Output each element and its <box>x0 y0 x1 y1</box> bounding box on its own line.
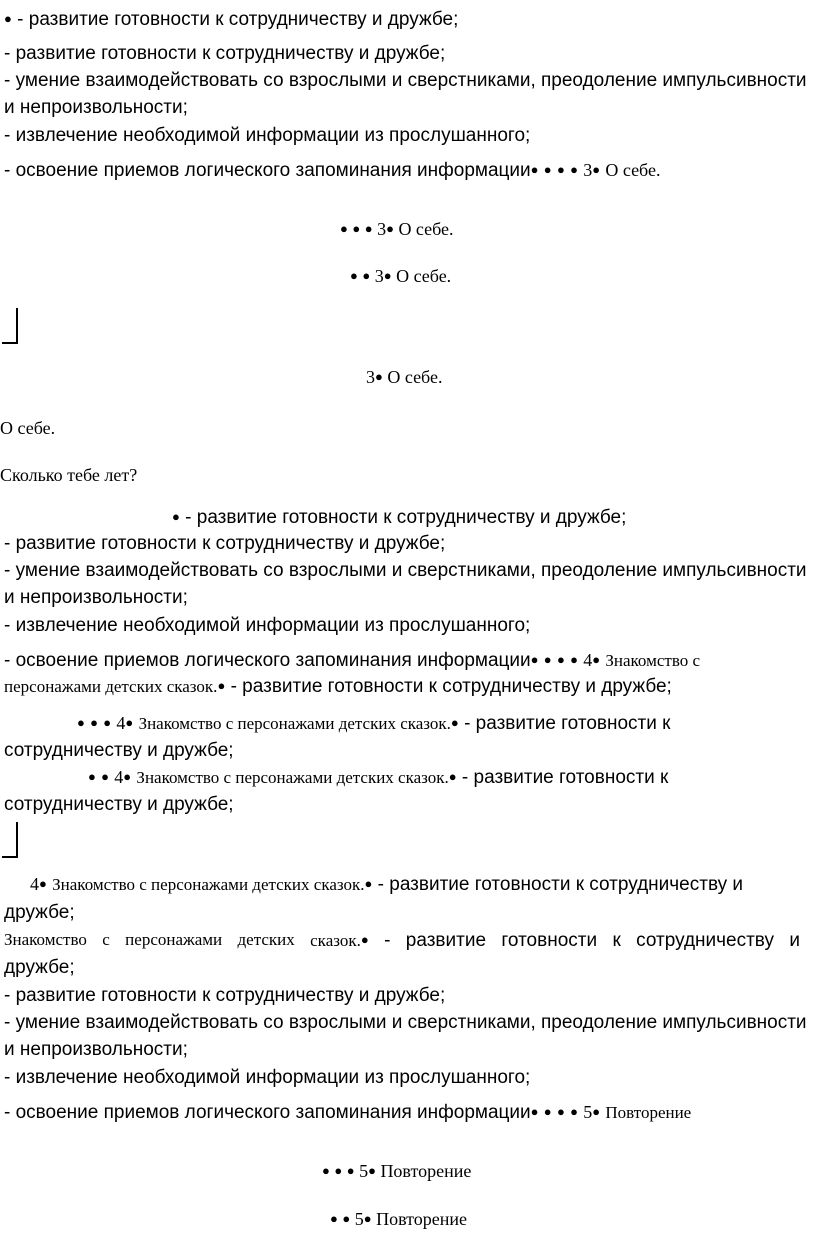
bullet-icon: ● <box>362 268 371 283</box>
topic-fairy-tales: Знакомство с <box>605 651 701 670</box>
text-cooperation-tail: сотрудничеству и дружбе; <box>4 794 234 815</box>
word: к <box>612 930 621 951</box>
word: развитие <box>405 930 487 951</box>
topic-word: с <box>102 930 110 949</box>
bullet-icon: ● <box>556 1104 565 1119</box>
fairy-tales-continuation <box>4 677 672 696</box>
bullet-icon: ● <box>101 769 109 784</box>
text-interaction: - умение взаимодействовать со взрослыми и сверстниками, преодоление импульсивности <box>4 70 807 91</box>
topic-word: детских <box>237 930 295 949</box>
bullet-icon: ● <box>350 268 358 283</box>
text-memorization: - освоение приемов логического запоминания информации <box>4 1102 531 1123</box>
bullet-icon: ● <box>90 715 98 730</box>
topic-fairy-tales: Знакомство с персонажами детских сказок. <box>136 768 449 787</box>
number-5: 5 <box>583 1102 593 1122</box>
text-cooperation: - развитие готовности к сотрудничеству и <box>377 874 744 895</box>
topic-word: персонажами <box>125 930 223 949</box>
text-cooperation: - развитие готовности к сотрудничеству и дружбе; <box>17 9 459 30</box>
bullet-icon: ● <box>543 162 552 177</box>
about-self-line-2-bullets <box>350 267 451 285</box>
text-cooperation-tail: сотрудничеству и дружбе; <box>4 740 234 761</box>
text-memorization: - освоение приемов логического запоминания информации <box>4 160 531 181</box>
topic-repetition: Повторение <box>605 1103 692 1122</box>
topic-repetition: Повторение <box>380 1161 472 1181</box>
text-cooperation-tail: - развитие готовности к <box>461 767 669 788</box>
bullet-icon: ● <box>340 221 348 236</box>
text-extraction: - извлечение необходимой информации из прослушанного; <box>4 125 531 146</box>
fairy-tales-line-number <box>30 875 743 894</box>
bullet-icon: ● <box>556 162 565 177</box>
number-5: 5 <box>354 1209 364 1229</box>
text-interaction: - умение взаимодействовать со взрослыми и сверстниками, преодоление импульсивности <box>4 1012 807 1033</box>
fairy-tales-line-3-bullets <box>77 714 670 733</box>
number-4: 4 <box>30 874 39 894</box>
bullet-icon: ● <box>364 876 373 891</box>
about-self-line-number <box>366 368 442 386</box>
bullet-icon: ● <box>334 1163 343 1178</box>
bullet-icon: ● <box>172 509 180 524</box>
corner-mark <box>2 308 18 344</box>
bullet-icon: ● <box>543 1104 552 1119</box>
age-question: Сколько тебе лет? <box>0 465 138 485</box>
bullet-line-cooperation <box>4 10 458 29</box>
bullet-icon: ● <box>103 715 112 730</box>
topic-about-self: О себе. <box>605 160 661 180</box>
text-arbitrariness: и непроизвольности; <box>4 1039 188 1060</box>
bullet-icon: ● <box>4 11 12 26</box>
topic-fairy-tales: персонажами детских сказок. <box>4 677 218 696</box>
bullet-icon: ● <box>330 1211 338 1226</box>
text-cooperation: - развитие готовности к сотрудничеству и дружбе; <box>4 985 446 1006</box>
topic-fairy-tales: Знакомство с персонажами детских сказок. <box>138 714 451 733</box>
repetition-line-3-bullets <box>322 1162 471 1180</box>
text-arbitrariness: и непроизвольности; <box>4 97 188 118</box>
text-friendship: дружбе; <box>4 957 75 978</box>
word: готовности <box>501 930 598 951</box>
topic-about-self: О себе. <box>0 418 56 438</box>
text-friendship: дружбе; <box>4 902 75 923</box>
number-3: 3 <box>583 160 593 180</box>
number-3: 3 <box>374 266 384 286</box>
text-arbitrariness: и непроизвольности; <box>4 587 188 608</box>
bullet-icon: ● <box>530 162 539 177</box>
memorization-line <box>4 1103 691 1122</box>
bullet-icon: ● <box>352 221 361 236</box>
bullet-icon: ● <box>448 769 457 784</box>
number-4: 4 <box>583 650 593 670</box>
bullet-icon: ● <box>363 1211 372 1226</box>
bullet-icon: ● <box>364 221 373 236</box>
bullet-icon: ● <box>543 652 552 667</box>
text-interaction: - умение взаимодействовать со взрослыми и сверстниками, преодоление импульсивности <box>4 560 807 581</box>
bullet-icon: ● <box>360 932 369 947</box>
bullet-icon: ● <box>570 162 578 177</box>
about-self-line-3-bullets <box>340 220 454 238</box>
bullet-icon: ● <box>450 715 459 730</box>
bullet-icon: ● <box>570 1104 578 1119</box>
topic-word: Знакомство <box>4 930 87 949</box>
bullet-icon: ● <box>386 221 394 236</box>
number-4: 4 <box>114 767 124 787</box>
text-cooperation: - развитие готовности к сотрудничеству и дружбе; <box>4 533 446 554</box>
topic-repetition: Повторение <box>376 1209 468 1229</box>
repetition-line-2-bullets <box>330 1210 467 1228</box>
bullet-icon: ● <box>77 715 85 730</box>
topic-about-self: О себе. <box>387 367 443 387</box>
fairy-tales-line-2-bullets <box>88 768 668 787</box>
bullet-icon: ● <box>368 1163 376 1178</box>
text-memorization: - освоение приемов логического запоминания информации <box>4 650 531 671</box>
memorization-line <box>4 651 700 670</box>
bullet-icon: ● <box>88 769 96 784</box>
text-cooperation-tail: - развитие готовности к <box>464 713 671 734</box>
text-extraction: - извлечение необходимой информации из прослушанного; <box>4 1067 531 1088</box>
bullet-icon: ● <box>570 652 578 667</box>
bullet-icon: ● <box>375 369 383 384</box>
text-cooperation: - развитие готовности к сотрудничеству и дружбе; <box>230 676 672 697</box>
bullet-icon: ● <box>530 1104 539 1119</box>
fairy-tales-justified-line <box>4 931 800 950</box>
corner-mark <box>2 822 18 858</box>
text-cooperation: - развитие готовности к сотрудничеству и дружбе; <box>4 43 446 64</box>
word: и <box>789 930 800 951</box>
topic-about-self: О себе. <box>398 219 454 239</box>
bullet-icon: ● <box>322 1163 330 1178</box>
bullet-icon: ● <box>123 769 132 784</box>
number-3: 3 <box>377 219 387 239</box>
dash: - <box>384 930 391 951</box>
topic-fairy-tales: Знакомство с персонажами детских сказок. <box>52 875 365 894</box>
bullet-icon: ● <box>383 268 392 283</box>
bullet-icon: ● <box>530 652 539 667</box>
bullet-icon: ● <box>592 1104 601 1119</box>
word: сотрудничеству <box>636 930 774 951</box>
bullet-icon: ● <box>592 162 601 177</box>
bullet-line-cooperation <box>172 508 626 527</box>
memorization-line <box>4 161 660 180</box>
bullet-icon: ● <box>556 652 565 667</box>
bullet-icon: ● <box>346 1163 355 1178</box>
text-cooperation: - развитие готовности к сотрудничеству и дружбе; <box>185 507 627 528</box>
bullet-icon: ● <box>217 678 226 693</box>
bullet-icon: ● <box>342 1211 351 1226</box>
number-3: 3 <box>366 367 375 387</box>
bullet-icon: ● <box>39 876 47 891</box>
bullet-icon: ● <box>592 652 601 667</box>
number-5: 5 <box>359 1161 369 1181</box>
number-4: 4 <box>116 713 126 733</box>
topic-word: сказок. <box>310 931 361 950</box>
topic-about-self: О себе. <box>396 266 452 286</box>
text-extraction: - извлечение необходимой информации из прослушанного; <box>4 615 531 636</box>
bullet-icon: ● <box>125 715 134 730</box>
